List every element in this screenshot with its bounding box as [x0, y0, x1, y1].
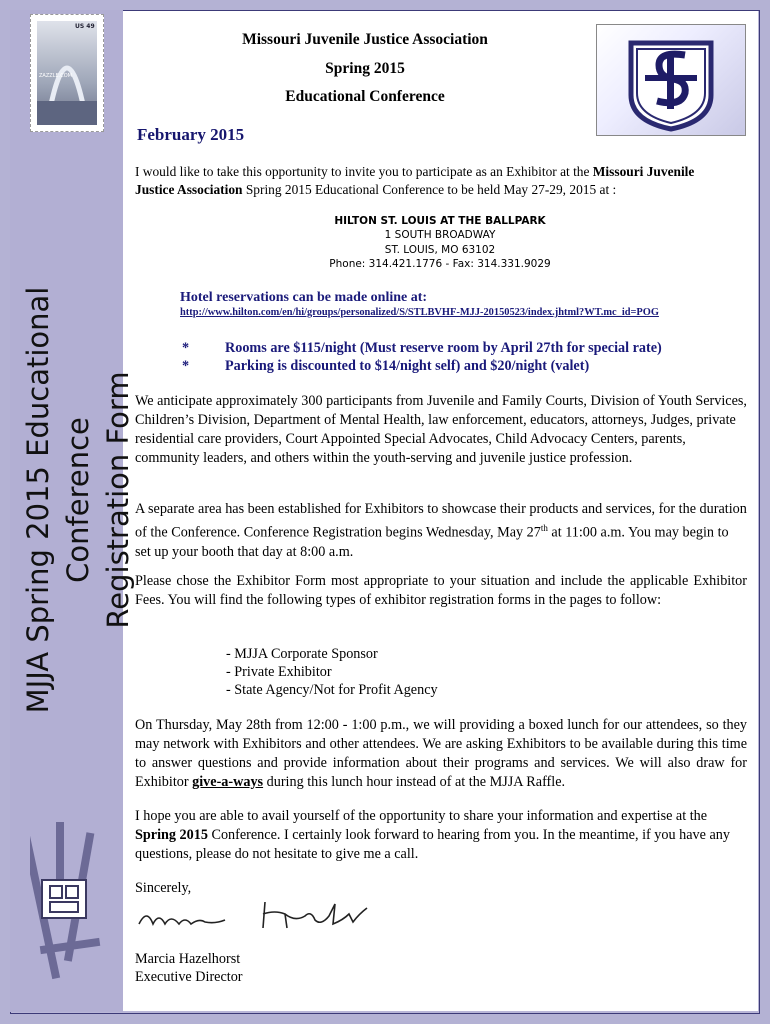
intro-text-a: I would like to take this opportunity to invite you to participate as an Exhibitor at the [135, 164, 593, 179]
signer-title: Executive Director [135, 969, 243, 985]
participants-paragraph: We anticipate approximately 300 participants from Juvenile and Family Courts, Division of Youth Services, Children’s Division, Department of Mental Health, law enforcement, educators, attorneys, Judges, private residential care providers, Court Appointed Special Advocates, Child Advocacy Centers, parents, community leaders, and others within the youth-serving and juvenile justice profession. [135, 393, 747, 466]
venue-street: 1 SOUTH BROADWAY [384, 229, 496, 241]
org-title: Missouri Juvenile Justice Association [242, 31, 488, 48]
hotel-url-link[interactable]: http://www.hilton.com/en/hi/groups/personalized/S/STLBVHF-MJJ-20150523/index.jhtml?WT.mc_id=POG [180, 307, 659, 318]
p2-text-b: at 11:00 a.m. You may begin to set up your booth that day at 8:00 a.m. [135, 524, 729, 560]
form-type-2: - Private Exhibitor [226, 664, 332, 680]
intro-text-b: Spring 2015 Educational Conference to be held May 27-29, 2015 at : [242, 182, 617, 197]
stamp-price: US 49 [75, 23, 95, 30]
venue-name: HILTON ST. LOUIS AT THE BALLPARK [334, 215, 546, 227]
signature-image [135, 894, 375, 944]
p4-text-a: On Thursday, May 28th from 12:00 - 1:00 p.m., we will providing a boxed lunch for our attendees, so they may network with Exhibitors and other attendees. We are asking Exhibitors to be available during this time to answer questions and provide information about their programs and services. We will also draw for Exhibitor [135, 717, 747, 790]
signer-name: Marcia Hazelhorst [135, 951, 241, 967]
p2-text-a: A separate area has been established for Exhibitors to showcase their products and services, for the duration of the Conference. Conference Registration begins Wednesday, May 27 [135, 501, 747, 541]
exhibitor-area-paragraph [135, 500, 747, 562]
intro-org-bold: Missouri Juvenile Justice Association [135, 164, 695, 197]
bullet-text-1: Rooms are $115/night (Must reserve room by April 27th for special rate) [225, 340, 662, 356]
letter-date: February 2015 [137, 125, 245, 144]
event-title: Educational Conference [285, 88, 445, 105]
venue-city: ST. LOUIS, MO 63102 [384, 244, 496, 256]
form-type-3: - State Agency/Not for Profit Agency [226, 682, 438, 698]
p2-sup: th [540, 523, 548, 533]
form-type-1: - MJJA Corporate Sponsor [226, 646, 378, 662]
vertical-title-line1: MJJA Spring 2015 Educational Conference [21, 286, 95, 714]
bullet-marker-2: * [182, 358, 190, 374]
closing-paragraph [135, 807, 747, 864]
season-title: Spring 2015 [325, 60, 405, 77]
vertical-title-line2: Registration Form [101, 371, 135, 629]
intro-paragraph [135, 163, 735, 199]
vertical-title [18, 205, 135, 795]
postage-stamp-image [30, 14, 104, 132]
p4-giveaways: give-a-ways [192, 774, 264, 790]
venue-phone: Phone: 314.421.1776 - Fax: 314.331.9029 [329, 258, 551, 270]
mjja-logo-art [30, 822, 102, 988]
lunch-paragraph [135, 716, 747, 792]
stl-logo-icon [597, 25, 745, 135]
salutation: Sincerely, [135, 880, 192, 896]
forms-paragraph: Please chose the Exhibitor Form most appropriate to your situation and include the applicable Exhibitor Fees. You will find the following types of exhibitor registration forms in the pages to follow: [135, 573, 747, 608]
bullet-marker-1: * [182, 340, 190, 356]
hotel-heading: Hotel reservations can be made online at: [180, 290, 428, 305]
p5-bold: Spring 2015 [135, 827, 208, 843]
p5-text-a: I hope you are able to avail yourself of the opportunity to share your information and expertise at the [135, 808, 708, 824]
stamp-site: ZAZZLE.COM [39, 73, 72, 79]
bullet-text-2: Parking is discounted to $14/night self) and $20/night (valet) [225, 358, 590, 374]
p4-text-b: during this lunch hour instead of at the MJJA Raffle. [263, 774, 566, 790]
p5-text-b: Conference. I certainly look forward to hearing from you. In the meantime, if you have any questions, please do not hesitate to give me a call. [135, 827, 730, 862]
stl-logo [596, 24, 746, 136]
